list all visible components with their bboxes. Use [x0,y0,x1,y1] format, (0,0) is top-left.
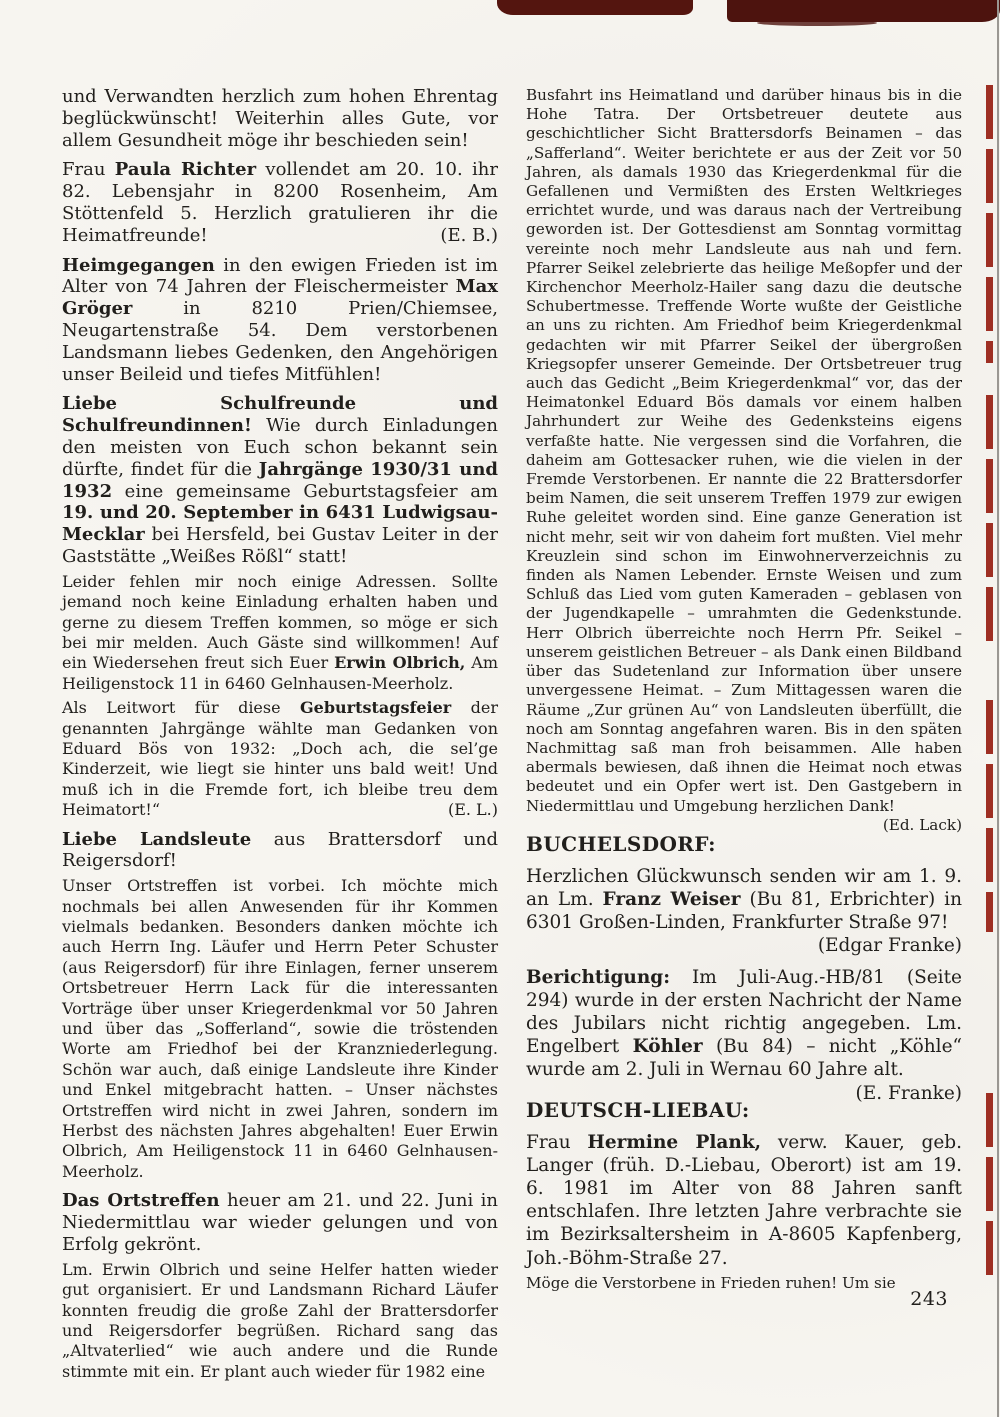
signature: (E. Franke) [855,1082,962,1104]
bold-text-run: Berichtigung: [526,966,671,988]
text-run: heuer am 21. und 22. Juni in Niedermittlau war wieder gelungen und von Erfolg gekrönt. [62,1190,498,1255]
bold-text-run: Paula Richter [114,159,257,181]
text-run: Als Leitwort für diese [62,698,301,718]
bold-text-run: Franz Weiser [602,888,741,910]
text-run: Möge die Verstorbene in Frieden ruhen! Um sie [526,1273,896,1292]
text-run: (Bu 84) – nicht „Köhle“ wurde am 2. Juli in Wernau 60 Jahre alt. [526,1036,963,1081]
text-run: Frau [526,1131,588,1153]
bold-text-run: Liebe Landsleute [62,828,252,850]
text-run: in den ewigen Frieden ist im Alter von 74 Jahren der Fleischermeister [62,254,498,298]
text-run: Leider fehlen mir noch einige Adressen. Sollte jemand noch keine Einladung erhalten haben und gerne zu diesem Treffen kommen, so möge er sich bei mir melden. Auch Gäste sind willkommen! Auf ein Wiedersehen freut sich Euer [62,571,498,673]
red-margin-marks-1 [986,85,993,363]
scan-stain-top-left [497,0,693,15]
text-run: Herzlichen Glückwunsch senden wir am 1. 9. an Lm. [526,865,962,910]
scan-stain-top-right [727,0,1000,22]
bold-text-run: Heimgegangen [62,254,215,276]
text-run: Am Heiligenstock 11 in 6460 Gelnhausen-Meerholz. [62,653,499,693]
geburtstagsfeier-leitwort [62,698,498,820]
text-run: der genannten Jahrgänge wählte man Gedanken von Eduard Bös von 1932: „Doch ach, die sel’ge Kinderzeit, wie liegt sie hinter uns bald weit! Und muß ich in die Fremde fort, ich bleibe treu dem Heimatort!“ [62,698,499,820]
left-column [62,86,498,1386]
ortstreffen-thanks-report [62,876,498,1182]
obituary-max-groeger [62,255,498,386]
text-run: Busfahrt ins Heimatland und darüber hinaus bis in die Hohe Tatra. Der Ortsbetreuer deutete aus geschichtlicher Sicht Brattersdorfs Beinamen – das „Safferland“. Weiter berichtete er aus der Zeit vor 50 Jahren, als damals 1930 das Kriegerdenkmal für die Gefallenen und Vermißten des Ersten Weltkrieges errichtet wurde, und was daraus nach der Vertreibung geworden ist. Der Gottesdienst am Sonntag vormittag vereinte noch mehr Landsleute aus nah und fern. Pfarrer Seikel zelebrierte das heilige Meßopfer und der Kirchenchor Meerholz-Hailer sang dazu die deutsche Schubertmesse. Treffende Worte wußte der Geistliche an uns zu richten. Am Friedhof beim Kriegerdenkmal gedachten wir mit Pfarrer Seikel der übergroßen Kriegsopfer unserer Gemeinde. Der Ortsbetreuer trug auch das Gedicht „Beim Kriegerdenkmal“ vor, das der Heimatonkel Eduard Bös damals vor einem halben Jahrhundert zur Weihe des Gedenksteins eigens verfaßte hatte. Nie vergessen sind die Vorfahren, die daheim am Gottesacker ruhen, wie die vielen in der Fremde Verstorbenen. Er nannte die 22 Brattersdorfer beim Namen, die seit unserem Treffen 1979 zur ewigen Ruhe geleitet worden sind. Eine ganze Generation ist nicht mehr, seit wir von daheim fort mußten. Viel mehr Kreuzlein sind schon im Einwohnerverzeichnis zu finden als Namen Lebender. Ernste Weisen und zum Schluß das Lied vom guten Kameraden – geblasen von der Jugendkapelle – umrahmten die Gedenkstunde. Herr Olbrich überreichte noch Herrn Pfr. Seikel – unserem geistlichen Betreuer – als Dank einen Bildband über das Sudetenland zur Information über unsere unvergessene Heimat. – Zum Mittagessen waren die Räume „Zur grünen Au“ von Landsleuten überfüllt, die noch am Sonntag angefahren waren. Bis in den späten Nachmittag saß man froh beisammen. Alle haben abermals bewiesen, daß ihnen die Heimat noch etwas bedeutet und ein Opfer wert ist. Den Gastgebern in Niedermittlau und Umgebung herzlichen Dank! [526,86,962,815]
text-run: (Bu 81, Erbrichter) in 6301 Großen-Linden, Frankfurter Straße 97! [526,888,962,934]
bold-text-run: Max Gröger [62,276,498,320]
bold-text-run: Erwin Olbrich, [334,653,466,673]
text-run: in 8210 Prien/Chiemsee, Neugartenstraße 54. Dem verstorbenen Landsmann liebes Gedenken, den Angehörigen unser Beileid und tiefes Mitfühlen! [62,298,498,385]
text-run: verw. Kauer, geb. Langer (früh. D.-Liebau, Oberort) ist am 19. 6. 1981 im Alter von 88 Jahren sanft entschlafen. Ihre letzten Jahre verbrachte sie im Bezirksaltersheim in A-8605 Kapfenberg, Joh.-Böhm-Straße 27. [526,1131,962,1269]
red-margin-marks-3 [986,700,993,932]
page-edge-line [997,0,999,1417]
congrats-continued-paragraph [62,86,498,151]
text-run: Lm. Erwin Olbrich und seine Helfer hatten wieder gut organisiert. Er und Landsmann Richard Läufer konnten freudig die große Zahl der Brattersdorfer und Reigersdorfer begrüßen. Richard sang das „Altvaterlied“ wie auch andere und die Runde stimmte mit ein. Er plant auch wieder für 1982 eine [62,1259,498,1381]
section-heading-buchelsdorf: BUCHELSDORF: [526,831,716,856]
berichtigung-koehler [526,966,963,1104]
obituary-plank-continued [526,1274,962,1293]
bold-text-run: Das Ortstreffen [62,1190,220,1212]
red-margin-marks-2 [986,395,993,645]
obituary-hermine-plank [526,1131,962,1270]
signature: (E. L.) [447,800,498,820]
bold-text-run: Hermine Plank, [587,1131,762,1153]
signature: (Edgar Franke) [817,935,962,957]
bold-text-run: Geburtstagsfeier [300,698,452,718]
schulfreunde-announcement [62,393,498,567]
page-number: 243 [910,1288,948,1310]
paula-richter-birthday-notice [62,159,498,246]
landsleute-greeting [62,829,498,873]
bold-text-run: 19. und 20. September in 6431 Ludwigsau-Mecklar [62,502,498,546]
text-run: und Verwandten herzlich zum hohen Ehrentag beglückwünscht! Weiterhin alles Gute, vor allem Gesundheit möge ihr beschieden sein! [62,86,498,151]
text-run: Unser Ortstreffen ist vorbei. Ich möchte mich nochmals bei allen Anwesenden für ihr Kommen vielmals bedanken. Besonders danken möchte ich auch Herrn Ing. Läufer und Herrn Peter Schuster (aus Reigersdorf) für ihre Einlagen, ferner unserem Ortsbetreuer Herrn Lack für die interessanten Vorträge über unser Kriegerdenkmal vor 50 Jahren und über das „Sofferland“, sowie die tröstenden Worte am Friedhof bei der Kranzniederlegung. Schön war auch, daß einige Landsleute ihre Kinder und Enkel mitgebracht hatten. – Unser nächstes Ortstreffen wird nicht in zwei Jahren, sondern im Herbst des nächsten Jahres abgehalten! Euer Erwin Olbrich, Am Heiligenstock 11 in 6460 Gelnhausen-Meerholz. [62,876,498,1181]
text-run: vollendet am 20. 10. ihr 82. Lebensjahr in 8200 Rosenheim, Am Stöttenfeld 5. Herzlich gratulieren ihr die Heimatfreunde! [62,159,499,246]
ortstreffen-report-continued [526,86,962,834]
text-run: bei Hersfeld, bei Gustav Leiter in der Gaststätte „Weißes Rößl“ statt! [62,524,498,567]
two-column-text-block [62,86,962,1386]
ortstreffen-report-start [62,1260,498,1382]
text-run: Wie durch Einladungen den meisten von Euch schon bekannt sein dürfte, findet für die [62,415,498,480]
section-heading-deutsch-liebau: DEUTSCH-LIEBAU: [526,1097,750,1122]
bold-text-run: Köhler [632,1036,703,1058]
signature: (Ed. Lack) [882,815,962,834]
bold-text-run: Liebe Schulfreunde und Schulfreundinnen! [62,393,498,437]
bold-text-run: Jahrgänge 1930/31 und 1932 [62,458,498,502]
text-run: Im Juli-Aug.-HB/81 (Seite 294) wurde in der ersten Nachricht der Name des Jubilars nicht richtig angegeben. Lm. Engelbert [526,966,962,1058]
schulfreunde-addresses-note [62,572,498,694]
right-column [526,86,962,1297]
franz-weiser-birthday-notice [526,865,962,958]
text-run: Frau [62,159,115,181]
text-run: aus Brattersdorf und Reigersdorf! [62,828,498,872]
red-margin-marks-4 [986,1093,993,1275]
ortstreffen-heuer-lead [62,1190,498,1255]
signature: (E. B.) [440,224,498,246]
text-run: eine gemeinsame Geburtstagsfeier am [112,480,498,502]
